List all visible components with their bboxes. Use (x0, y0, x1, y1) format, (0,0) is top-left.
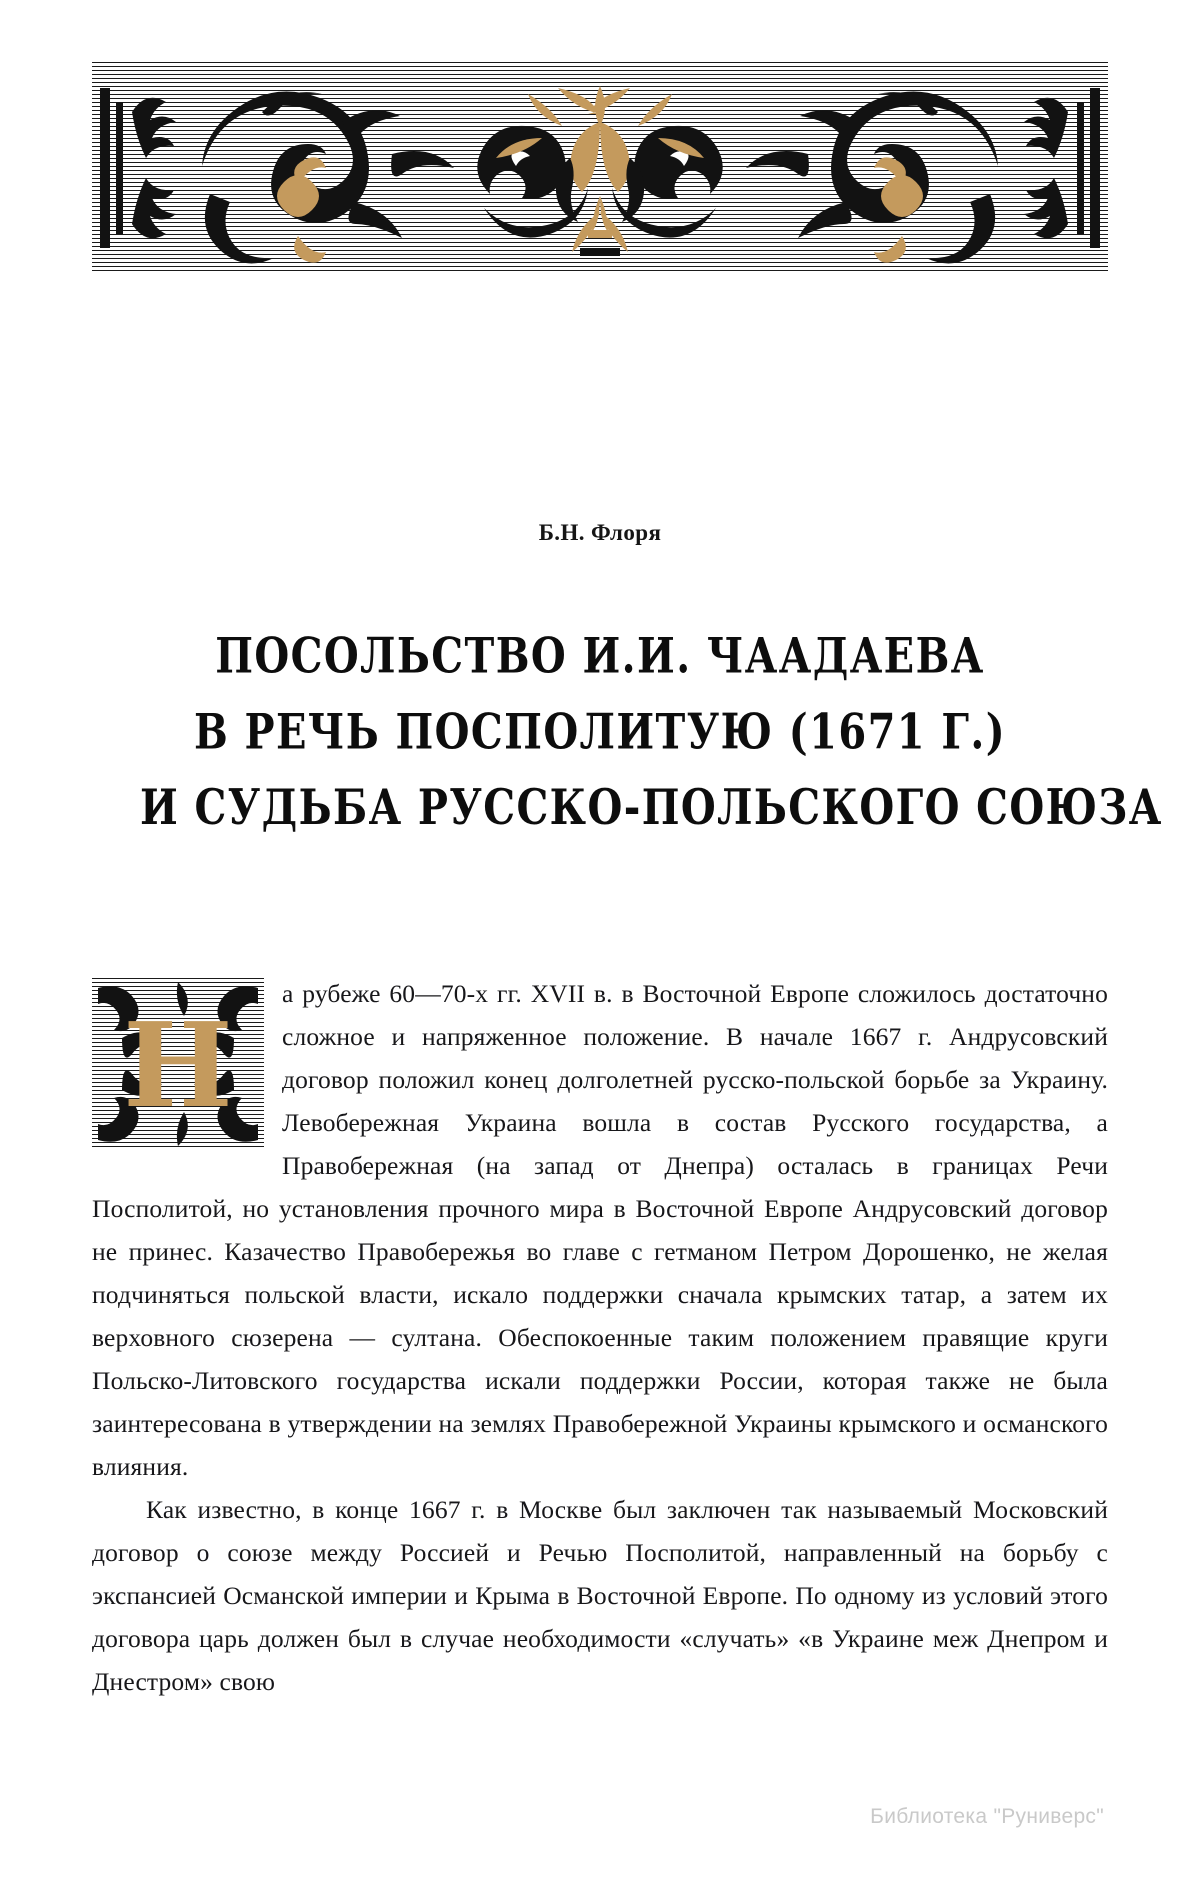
title-line-2: В РЕЧЬ ПОСПОЛИТУЮ (1671 Г.) (193, 702, 1007, 761)
drop-cap-letter: Н (123, 998, 233, 1134)
author-name: Б.Н. Флоря (538, 520, 662, 545)
headpiece-ornament-icon (92, 62, 1108, 274)
body-paragraph-1: а рубеже 60—70-х гг. XVII в. в Восточной Европе сложилось достаточно сложное и напряженное положение. В начале 1667 г. Андрусовский договор положил конец долголетней русско-польской борьбе за Украину. Левобережная Украина вошла в состав Русского государства, а Правобережная (на запад от Днепра) осталась в границах Речи Посполитой, но установления прочного мира в Восточной Европе Андрусовский договор не принес. Казачество Правобережья во главе с гетманом Петром Дорошенко, не желая подчиняться польской власти, искало поддержки сначала крымских татар, а затем их верховного сюзерена — султана. Обеспокоенные таким положением правящие круги Польско-Литовского государства искали поддержки России, которая также не была заинтересована в утверждении на землях Правобережной Украины крымского и османского влияния. (92, 979, 1108, 1481)
library-watermark: Библиотека "Руниверс" (870, 1805, 1104, 1828)
title-line-3: И СУДЬБА РУССКО-ПОЛЬСКОГО СОЮЗА (140, 778, 1163, 836)
drop-cap-ornament-icon (92, 978, 264, 1150)
title-line-1: ПОСОЛЬСТВО И.И. ЧААДАЕВА (215, 627, 985, 685)
decorative-headpiece (92, 62, 1108, 274)
article-body (92, 972, 1108, 1703)
body-paragraph-2: Как известно, в конце 1667 г. в Москве был заключен так называемый Московский договор о союзе между Россией и Речью Посполитой, направленный на борьбу с экспансией Османской империи и Крыма в Восточной Европе. По одному из условий этого договора царь должен был в случае необходимости «случать» «в Украине меж Днепром и Днестром» свою (92, 1495, 1108, 1696)
page-title (140, 619, 1163, 846)
drop-cap-initial (92, 978, 264, 1150)
